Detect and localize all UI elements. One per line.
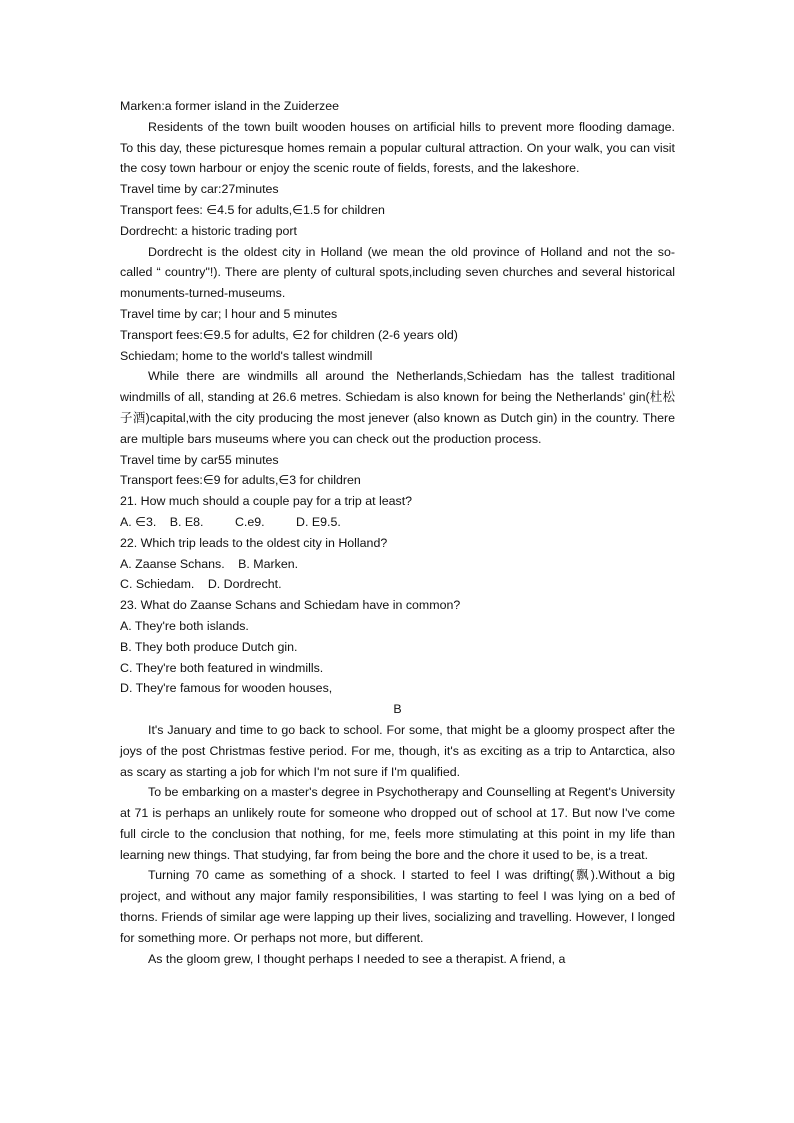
schiedam-fees: Transport fees:∈9 for adults,∈3 for children xyxy=(120,473,361,488)
dordrecht-heading: Dordrecht: a historic trading port xyxy=(120,223,297,238)
question-22-option-b: B. Marken. xyxy=(238,556,299,571)
passage-b-paragraph-3: Turning 70 came as something of a shock. I started to feel I was drifting(飘).Without a big project, and without any major family responsibilities, I was starting to feel I was lying on a bed of thorns. Friends of similar age were lapping up their lives, socializing and travelling. However, I longed for something more. Or perhaps not more, but different. xyxy=(120,868,675,945)
question-23-option-b: B. They both produce Dutch gin. xyxy=(120,639,298,654)
dordrecht-fees: Transport fees:∈9.5 for adults, ∈2 for children (2-6 years old) xyxy=(120,327,458,342)
question-22-stem: 22. Which trip leads to the oldest city in Holland? xyxy=(120,535,388,550)
question-22-options-row-2 xyxy=(120,574,675,595)
question-23-option-c: C. They're both featured in windmills. xyxy=(120,660,324,675)
schiedam-heading: Schiedam; home to the world's tallest windmill xyxy=(120,348,373,363)
passage-b-paragraph-1: It's January and time to go back to school. For some, that might be a gloomy prospect after the joys of the post Christmas festive period. For me, though, it's as exciting as a trip to Antarctica, also as scary as starting a job for which I'm not sure if I'm qualified. xyxy=(120,722,675,779)
marken-heading: Marken:a former island in the Zuiderzee xyxy=(120,99,340,113)
marken-fees: Transport fees: ∈4.5 for adults,∈1.5 for children xyxy=(120,202,385,217)
question-21-stem: 21. How much should a couple pay for a trip at least? xyxy=(120,494,413,509)
question-21-option-d: D. E9.5. xyxy=(296,514,341,529)
question-22-options-row-1 xyxy=(120,554,675,575)
dordrecht-body: Dordrecht is the oldest city in Holland (we mean the old province of Holland and not the so-called “ country"!). There are plenty of cultural spots,including seven churches and several historical monuments-turned-museums. xyxy=(120,244,675,301)
question-23-stem: 23. What do Zaanse Schans and Schiedam have in common? xyxy=(120,598,461,613)
question-21-option-a: A. ∈3. xyxy=(120,514,157,529)
question-22-option-c: C. Schiedam. xyxy=(120,577,195,592)
passage-b-paragraph-4: As the gloom grew, I thought perhaps I needed to see a therapist. A friend, a xyxy=(148,951,566,966)
dordrecht-travel-time: Travel time by car; l hour and 5 minutes xyxy=(120,306,338,321)
passage-b-label: B xyxy=(393,702,402,717)
marken-travel-time: Travel time by car:27minutes xyxy=(120,182,279,197)
passage-b-paragraph-2: To be embarking on a master's degree in Psychotherapy and Counselling at Regent's University at 71 is perhaps an unlikely route for someone who dropped out of school at 17. But now I've come full circle to the conclusion that nothing, for me, feels more stimulating at this point in my life than learning new things. That studying, far from being the bore and the chore it used to be, is a treat. xyxy=(120,785,675,862)
schiedam-travel-time: Travel time by car55 minutes xyxy=(120,452,279,467)
question-21-option-c: C.e9. xyxy=(234,514,265,529)
marken-body: Residents of the town built wooden houses on artificial hills to prevent more flooding damage. To this day, these picturesque homes remain a popular cultural attraction. On your walk, you can visit the cosy town harbour or enjoy the scenic route of fields, forests, and the lakeshore. xyxy=(120,119,675,176)
schiedam-body: While there are windmills all around the Netherlands,Schiedam has the tallest traditional windmills of all, standing at 26.6 metres. Schiedam is also known for being the Netherlands' gin(杜松子酒)capital,with the city producing the most jenever (also known as Dutch gin) in the country. There are multiple bars museums where you can check out the production process. xyxy=(120,369,675,446)
question-23-option-d: D. They're famous for wooden houses, xyxy=(120,681,333,696)
document-page xyxy=(120,96,675,969)
question-21-option-b: B. E8. xyxy=(169,514,204,529)
question-23-option-a: A. They're both islands. xyxy=(120,618,249,633)
question-21-options xyxy=(120,512,675,533)
question-22-option-a: A. Zaanse Schans. xyxy=(120,556,225,571)
question-22-option-d: D. Dordrecht. xyxy=(207,577,282,592)
